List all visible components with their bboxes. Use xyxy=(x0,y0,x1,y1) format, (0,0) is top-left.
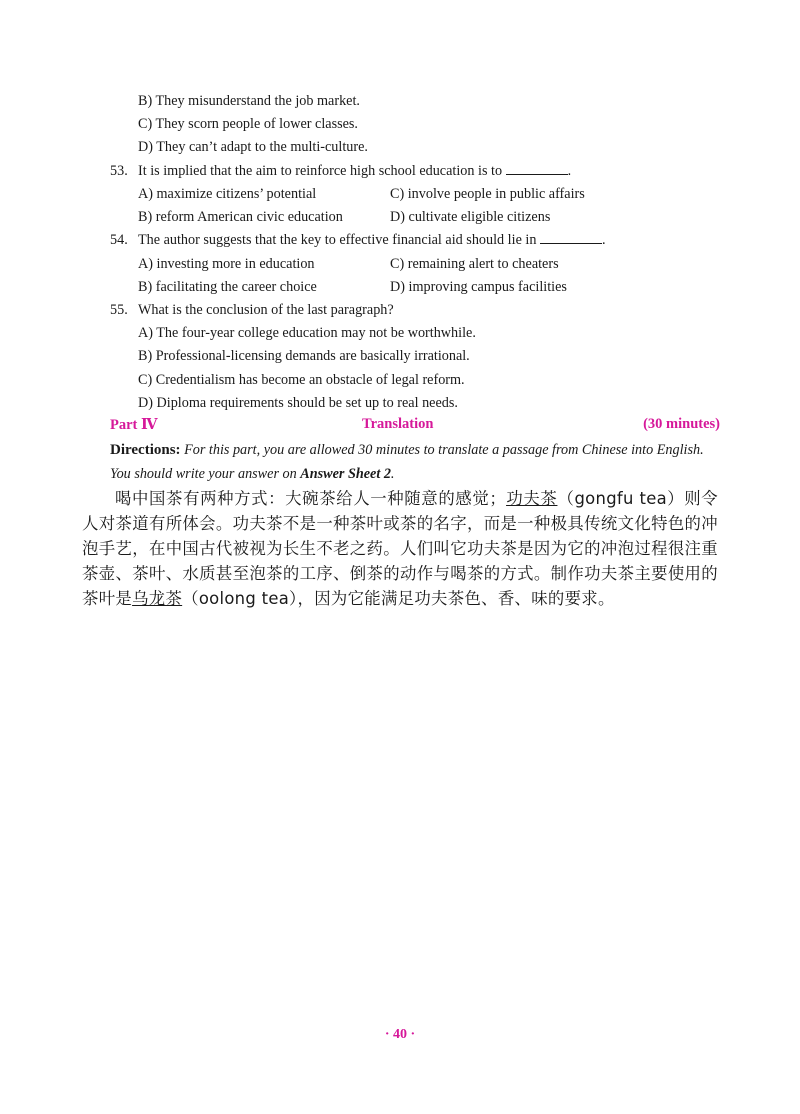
q54-blank xyxy=(540,231,602,244)
part-title: Translation xyxy=(362,416,434,432)
q54-period: . xyxy=(602,232,606,248)
q53-option-d: D) cultivate eligible citizens xyxy=(390,209,551,225)
q53-option-b: B) reform American civic education xyxy=(138,209,343,225)
term-oolong-tea: 乌龙茶 xyxy=(132,589,183,608)
q53-option-a: A) maximize citizens’ potential xyxy=(138,186,317,202)
q55-number: 55. xyxy=(110,302,128,318)
answer-sheet-ref: Answer Sheet 2 xyxy=(300,466,391,482)
q55-option-a: A) The four-year college education may not be worthwhile. xyxy=(138,325,476,341)
q55-stem-text: What is the conclusion of the last paragraph? xyxy=(138,302,394,318)
term-gongfu-tea: 功夫茶 xyxy=(506,489,558,508)
q53-period: . xyxy=(567,163,572,179)
directions xyxy=(110,438,720,486)
q54-stem-text: The author suggests that the key to effective financial aid should lie in xyxy=(138,232,537,248)
translation-passage xyxy=(82,486,718,611)
q52-option-d: D) They can’t adapt to the multi-culture. xyxy=(138,139,368,155)
q54-number: 54. xyxy=(110,232,128,248)
directions-text: For this part, you are allowed 30 minutes to translate a passage from Chinese into English. You should write your answer on xyxy=(110,442,704,482)
q55-option-b: B) Professional-licensing demands are basically irrational. xyxy=(138,348,470,364)
q53-stem-text: It is implied that the aim to reinforce high school education is to xyxy=(138,163,503,179)
passage-text-3: （oolong tea），因为它能满足功夫茶色、香、味的要求。 xyxy=(182,589,615,608)
directions-period: . xyxy=(390,466,395,482)
part-heading xyxy=(110,416,720,436)
q53-stem xyxy=(110,162,571,180)
part-number: Part Ⅳ xyxy=(110,417,158,433)
q53-number: 53. xyxy=(110,163,128,179)
q55-option-c: C) Credentialism has become an obstacle of legal reform. xyxy=(138,372,465,388)
q54-option-c: C) remaining alert to cheaters xyxy=(390,256,559,272)
page-number: · 40 · xyxy=(384,1027,416,1042)
q54-option-b: B) facilitating the career choice xyxy=(138,279,317,295)
q53-blank xyxy=(506,162,568,175)
q52-option-b: B) They misunderstand the job market. xyxy=(138,93,360,109)
passage-paragraph xyxy=(82,486,718,611)
q55-stem xyxy=(110,301,394,319)
q54-option-a: A) investing more in education xyxy=(138,256,315,272)
q55-option-d: D) Diploma requirements should be set up to real needs. xyxy=(138,395,458,411)
q52-option-c: C) They scorn people of lower classes. xyxy=(138,116,358,132)
directions-label: Directions: xyxy=(110,442,181,458)
q54-stem xyxy=(110,231,606,249)
q54-option-d: D) improving campus facilities xyxy=(390,279,567,295)
part-time: (30 minutes) xyxy=(643,416,720,432)
q53-option-c: C) involve people in public affairs xyxy=(390,186,585,202)
passage-text-2: （gongfu tea）则令人对茶道有所体会。功夫茶不是一种茶叶或茶的名字，而是一种极具传统文化特色的冲泡手艺，在中国古代被视为长生不老之药。人们叫它功夫茶是因为它的冲泡过程很注重茶壶、茶叶、水质甚至泡茶的工序、倒茶的动作与喝茶的方式。制作功夫茶主要使用的茶叶是 xyxy=(82,489,718,608)
passage-text-1: 喝中国茶有两种方式：大碗茶给人一种随意的感觉； xyxy=(115,489,507,508)
